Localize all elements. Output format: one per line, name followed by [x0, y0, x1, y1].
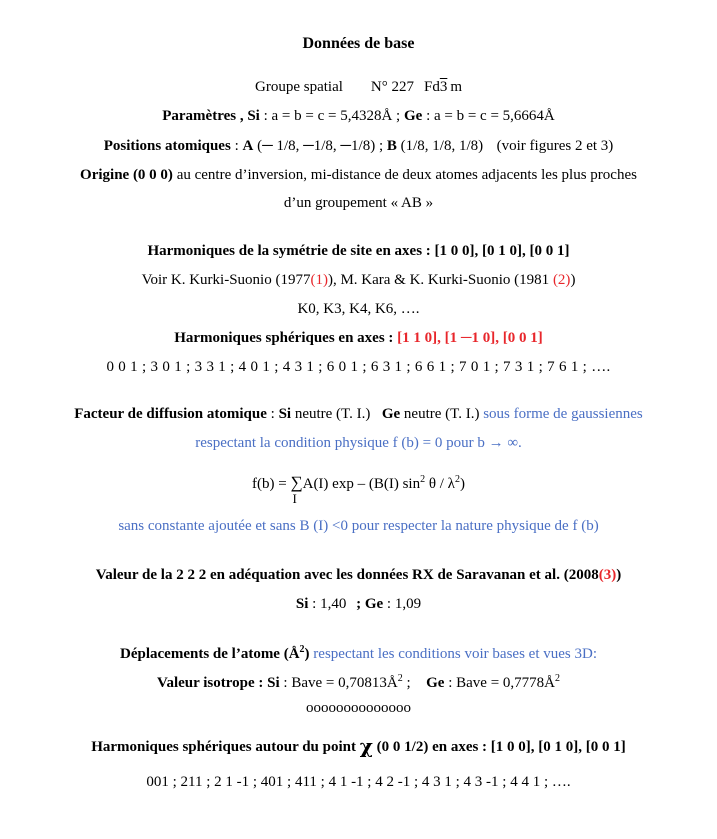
origin-text-cont: d’un groupement « AB » [283, 195, 434, 211]
si-lattice-value: : a = b = c = 5,4328Å ; [263, 108, 401, 124]
value-222-si-label: Si [295, 596, 309, 612]
scattering-line: Facteur de diffusion atomique : Si neutre (T. I.) Ge neutre (T. I.) sous forme de gaussiennes [74, 406, 643, 422]
isotropic-ge-value: : Bave = $0,7778Å^2$ [448, 673, 560, 691]
spherical-harmonics-list: 0 0 1 ; 3 0 1 ; 3 3 1 ; 4 0 1 ; 4 3 1 ; 6 0 1 ; 6 3 1 ; 6 6 1 ; 7 0 1 ; 7 3 1 ; 7 6 1 ; …. [106, 359, 611, 375]
scattering-si-text: neutre (T. I.) [294, 406, 371, 422]
spherical-harmonics-axes: [1 1 0], [1 ─1 0], [0 0 1] [397, 330, 543, 346]
position-b-value: (1/8, 1/8, 1/8) [400, 138, 484, 154]
position-b-label: B [386, 138, 397, 154]
positions-line: Positions atomiques : A (─ 1/8, ─1/8, ─1/8) ; B (1/8, 1/8, 1/8) (voir figures 2 et 3) [103, 138, 614, 154]
displacements-label: Déplacements de l’atome $(Å^2)$ [120, 644, 310, 662]
scattering-gaussian-text: sous forme de gaussiennes [483, 406, 643, 422]
position-a-value: (─ 1/8, ─1/8, ─1/8) [257, 138, 376, 154]
si-label: Si [247, 108, 260, 124]
isotropic-label: Valeur isotrope : [157, 675, 264, 691]
page-title: Données de base [302, 35, 415, 52]
sum-index: I [292, 491, 297, 506]
chi-harmonics-title: Harmoniques sphériques autour du point χ (0 0 1/2) en axes : [1 0 0], [0 1 0], [0 0 1] [91, 734, 626, 758]
displacements-line [0, 640, 717, 664]
origin-label: Origine (0 0 0) [80, 167, 173, 183]
space-group-symbol: Fd3 m [423, 79, 462, 95]
site-harmonics-list: K0, K3, K4, K6, …. [297, 301, 420, 317]
parameters-line [0, 106, 717, 126]
site-harmonics-title: Harmoniques de la symétrie de site en axes : [1 0 0], [0 1 0], [0 0 1] [147, 243, 570, 259]
origin-text: au centre d’inversion, mi-distance de deux atomes adjacents les plus proches [176, 167, 637, 183]
space-group-number: N° 227 [370, 79, 414, 95]
parameters-label: Paramètres , [162, 108, 244, 124]
bases-3d-link[interactable]: bases et vues 3D: [492, 646, 597, 662]
isotropic-si-value: : Bave = $0,70813Å^2$ ; [283, 673, 411, 691]
isotropic-line [0, 669, 717, 693]
scattering-ge-text: neutre (T. I.) [403, 406, 480, 422]
position-a-label: A [242, 138, 254, 154]
isotropic-si-label: Si [267, 675, 280, 691]
scattering-formula: f(b) = ∑ I A(I) exp – (B(I) $\sin^2 \theta / \lambda^2$) [0, 470, 717, 494]
value-222-ge: : 1,09 [386, 596, 422, 612]
origin-line [0, 165, 717, 185]
space-group-label: Groupe spatial [255, 79, 343, 95]
scattering-label: Facteur de diffusion atomique [74, 406, 267, 422]
scattering-si: Si [278, 406, 292, 422]
chi-harmonics-list: 001 ; 211 ; 2 1 -1 ; 401 ; 411 ; 4 1 -1 ; 4 2 -1 ; 4 3 1 ; 4 3 -1 ; 4 4 1 ; …. [146, 774, 571, 790]
value-222-si: : 1,40 [312, 596, 347, 612]
ge-label: Ge [403, 108, 423, 124]
scattering-note: sans constante ajoutée et sans B (I) <0 pour respecter la nature physique de f (b) [118, 518, 599, 534]
sum-symbol: ∑ I [290, 473, 302, 493]
chi-symbol: χ [359, 734, 373, 758]
displacements-conditions: respectant les conditions voir [313, 646, 489, 662]
space-group-line [0, 77, 717, 97]
value-222-ge-label: Ge [364, 596, 384, 612]
scattering-ge: Ge [381, 406, 401, 422]
ref-1-link[interactable]: (1) [310, 272, 328, 288]
ref-3-link[interactable]: (3) [598, 567, 617, 583]
value-222-title: Valeur de la 2 2 2 en adéquation avec les données RX de Saravanan et al. (2008(3)) [95, 567, 622, 583]
positions-label: Positions atomiques [103, 138, 231, 154]
positions-note: (voir figures 2 et 3) [496, 138, 614, 154]
scattering-condition: respectant la condition physique f (b) = 0 pour b → ∞. [195, 435, 522, 451]
spherical-harmonics-title: Harmoniques sphériques en axes : [1 1 0], [1 ─1 0], [0 0 1] [174, 330, 543, 346]
site-harmonics-ref: Voir K. Kurki-Suonio (1977(1)), M. Kara & K. Kurki-Suonio (1981 (2)) [141, 272, 576, 288]
ref-2-link[interactable]: (2) [552, 272, 571, 288]
isotropic-ge-label: Ge [426, 675, 445, 691]
value-222-line: Si : 1,40 ; Ge : 1,09 [295, 596, 422, 612]
divider: oooooooooooooo [306, 700, 411, 716]
ge-lattice-value: : a = b = c = 5,6664Å [426, 108, 555, 124]
